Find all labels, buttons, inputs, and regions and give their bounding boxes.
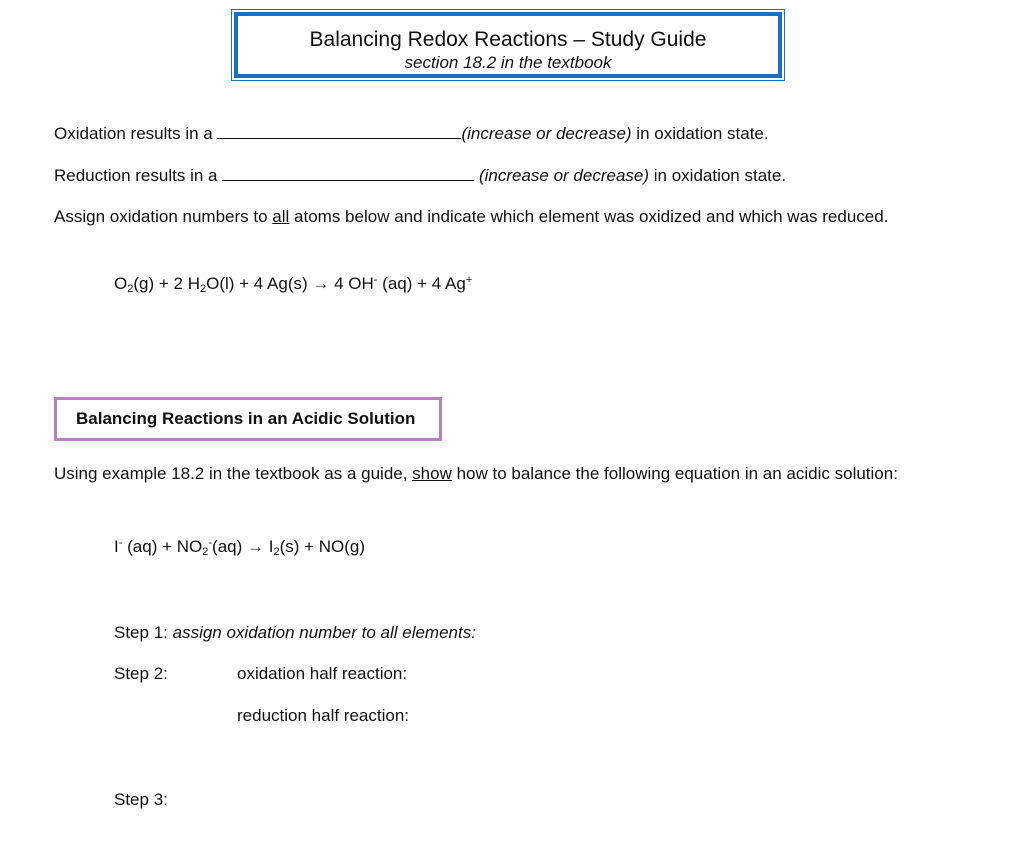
oxidation-hint: (increase or decrease) — [461, 124, 632, 143]
title-box — [234, 12, 782, 78]
reduction-half-reaction: reduction half reaction: — [237, 706, 409, 725]
oxidation-tail: in oxidation state. — [631, 124, 769, 143]
eq2-no-sub: 2 — [202, 546, 209, 558]
step-2-label: Step 2: — [114, 664, 168, 683]
eq1-rest: (aq) + 4 Ag — [377, 274, 466, 293]
eq1-water: O(l) + 4 Ag(s) → 4 OH — [206, 274, 374, 293]
assign-emphasis: all — [272, 207, 290, 226]
reduction-blank[interactable] — [222, 164, 474, 181]
eq1-o-sub: 2 — [127, 283, 134, 295]
oxidation-half-reaction: oxidation half reaction: — [237, 664, 408, 683]
reduction-question — [54, 164, 786, 187]
eq1-h-sub: 2 — [199, 283, 207, 295]
section-heading-box — [54, 397, 442, 441]
eq2-part3: (s) + NO(g) — [279, 537, 366, 556]
assign-instruction — [54, 204, 934, 229]
instruction-text-after: how to balance the following equation in an acidic solution: — [451, 464, 898, 483]
eq2-i-sup: - — [118, 537, 123, 549]
step-1-label: Step 1: — [114, 623, 173, 642]
reduction-tail: in oxidation state. — [649, 166, 787, 185]
reduction-lead: Reduction results in a — [54, 166, 218, 185]
eq2-no-sup: - — [208, 537, 213, 549]
oxidation-blank[interactable] — [217, 122, 461, 139]
eq2-part1: (aq) + NO — [122, 537, 203, 556]
page-subtitle: section 18.2 in the textbook — [404, 53, 612, 72]
eq2-part2: (aq) → I — [212, 537, 274, 556]
assign-text-after: atoms below and indicate which element was oxidized and which was reduced. — [289, 207, 889, 226]
step-1-text: assign oxidation number to all elements: — [172, 623, 476, 642]
eq1-oh-sup: - — [373, 274, 378, 286]
assign-text-before: Assign oxidation numbers to — [54, 207, 273, 226]
section-heading: Balancing Reactions in an Acidic Solution — [76, 409, 416, 428]
instruction-emphasis: show — [412, 464, 452, 483]
oxidation-question — [54, 122, 769, 145]
eq2-i: I — [114, 537, 119, 556]
oxidation-lead: Oxidation results in a — [54, 124, 213, 143]
step-1 — [114, 622, 476, 644]
eq2-i2-sub: 2 — [273, 546, 280, 558]
reduction-hint: (increase or decrease) — [478, 166, 650, 185]
eq1-ag-sup: + — [465, 274, 473, 286]
step-3-label: Step 3: — [114, 790, 168, 809]
equation-1 — [114, 274, 472, 295]
instruction-text-before: Using example 18.2 in the textbook as a guide, — [54, 464, 413, 483]
eq1-o: O — [114, 274, 128, 293]
equation-2 — [114, 537, 365, 558]
acidic-instruction — [54, 461, 934, 486]
page-title: Balancing Redox Reactions – Study Guide — [309, 28, 707, 51]
eq1-o-state: (g) + 2 H — [133, 274, 200, 293]
